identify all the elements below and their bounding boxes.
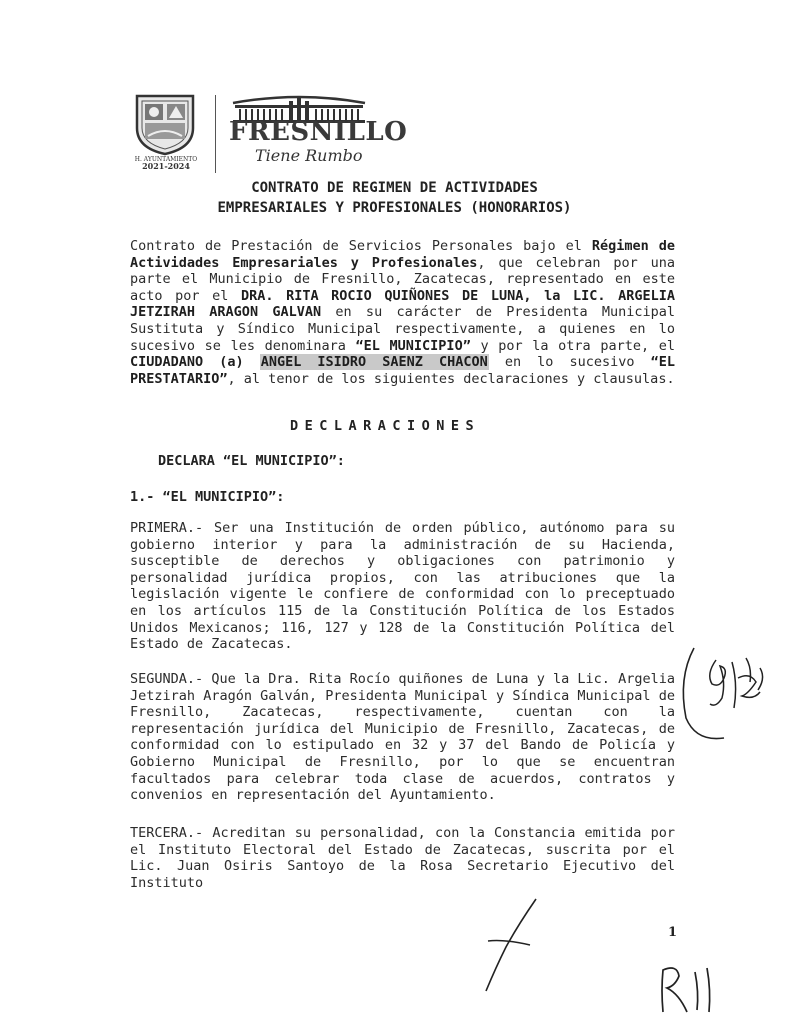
brand-name: FRESNILLO bbox=[229, 117, 408, 147]
intro-text: , al tenor de los siguientes declaraciones y clausulas. bbox=[227, 370, 675, 387]
clause-tercera: TERCERA.- Acreditan su personalidad, con la Constancia emitida por el Instituto Electoral del Estado de Zacatecas, suscrita por el Lic. Juan Osiris Santoyo de la Rosa Secretario Ejecutivo del Instituto bbox=[130, 825, 675, 891]
brand-slogan: Tiene Rumbo bbox=[255, 146, 363, 165]
declaraciones-heading: DECLARACIONES bbox=[290, 418, 481, 434]
intro-text: y por la otra parte, el bbox=[470, 337, 675, 354]
intro-text bbox=[244, 354, 260, 370]
seal-caption bbox=[128, 156, 204, 170]
contract-title-line1: CONTRATO DE REGIMEN DE ACTIVIDADES bbox=[251, 180, 538, 196]
contract-title-line2: EMPRESARIALES Y PROFESIONALES (HONORARIOS) bbox=[217, 200, 572, 216]
margin-signature-icon bbox=[676, 638, 782, 746]
intro-text: Contrato de Prestación de Servicios Personales bajo el bbox=[130, 238, 592, 254]
clause-segunda: SEGUNDA.- Que la Dra. Rita Rocío quiñones de Luna y la Lic. Argelia Jetzirah Aragón Galván, Presidenta Municipal y Síndica Municipal de Fresnillo, Zacatecas, respectivamente, cuentan con la representación jurídica del Municipio de Fresnillo, Zacatecas, de conformidad con lo estipulado en 32 y 37 del Bando de Policía y Gobierno Municipal de Fresnillo, por lo que se encuentran facultados para celebrar toda clase de acuerdos, contratos y convenios en representación del Ayuntamiento. bbox=[130, 671, 675, 804]
intro-text: en lo sucesivo bbox=[488, 354, 651, 371]
intro-text: en su carácter de Presidenta Municipal Sustituta y Síndico Municipal respectivamente, a quienes en lo sucesivo se les denominara bbox=[130, 304, 676, 354]
intro-bold-representatives: DRA. RITA ROCIO QUIÑONES DE LUNA, la LIC. ARGELIA JETZIRAH ARAGON GALVAN bbox=[130, 287, 675, 321]
municipal-seal-icon bbox=[133, 92, 197, 156]
clause-primera: PRIMERA.- Ser una Institución de orden público, autónomo para su gobierno interior y para la administración de su Hacienda, susceptible de derechos y obligaciones con patrimonio y personalidad jurídica propios, con las atribuciones que la legislación vigente le confiere de conformidad con lo preceptuado en los artículos 115 de la Constitución Política de los Estados Unidos Mexicanos; 116, 127 y 128 de la Constitución Política del Estado de Zacatecas. bbox=[130, 520, 675, 653]
seal-caption-years: 2021-2024 bbox=[142, 161, 190, 171]
intro-bold-municipio: “EL MUNICIPIO” bbox=[355, 337, 471, 354]
cross-signature-icon bbox=[470, 895, 550, 995]
logo-divider bbox=[215, 95, 216, 173]
intro-bold-ciudadano: CIUDADANO (a) bbox=[130, 354, 244, 371]
declara-municipio-heading: DECLARA “EL MUNICIPIO”: bbox=[158, 453, 345, 469]
section-1-heading: 1.- “EL MUNICIPIO”: bbox=[130, 489, 285, 505]
highlighted-provider-name: ANGEL ISIDRO SAENZ CHACON bbox=[260, 354, 488, 371]
intro-text: , que celebran por una parte el Municipio de Fresnillo, Zacatecas, representado en este acto por el bbox=[130, 254, 675, 304]
seal-caption-ayuntamiento: H. AYUNTAMIENTO bbox=[134, 156, 198, 163]
intro-bold-prestatario: “EL PRESTATARIO” bbox=[130, 354, 675, 387]
page-number: 1 bbox=[668, 925, 678, 940]
initials-signature-icon bbox=[655, 960, 725, 1016]
intro-bold-regimen: Régimen de Actividades Empresariales y Profesionales bbox=[130, 238, 675, 271]
intro-paragraph bbox=[130, 238, 675, 387]
